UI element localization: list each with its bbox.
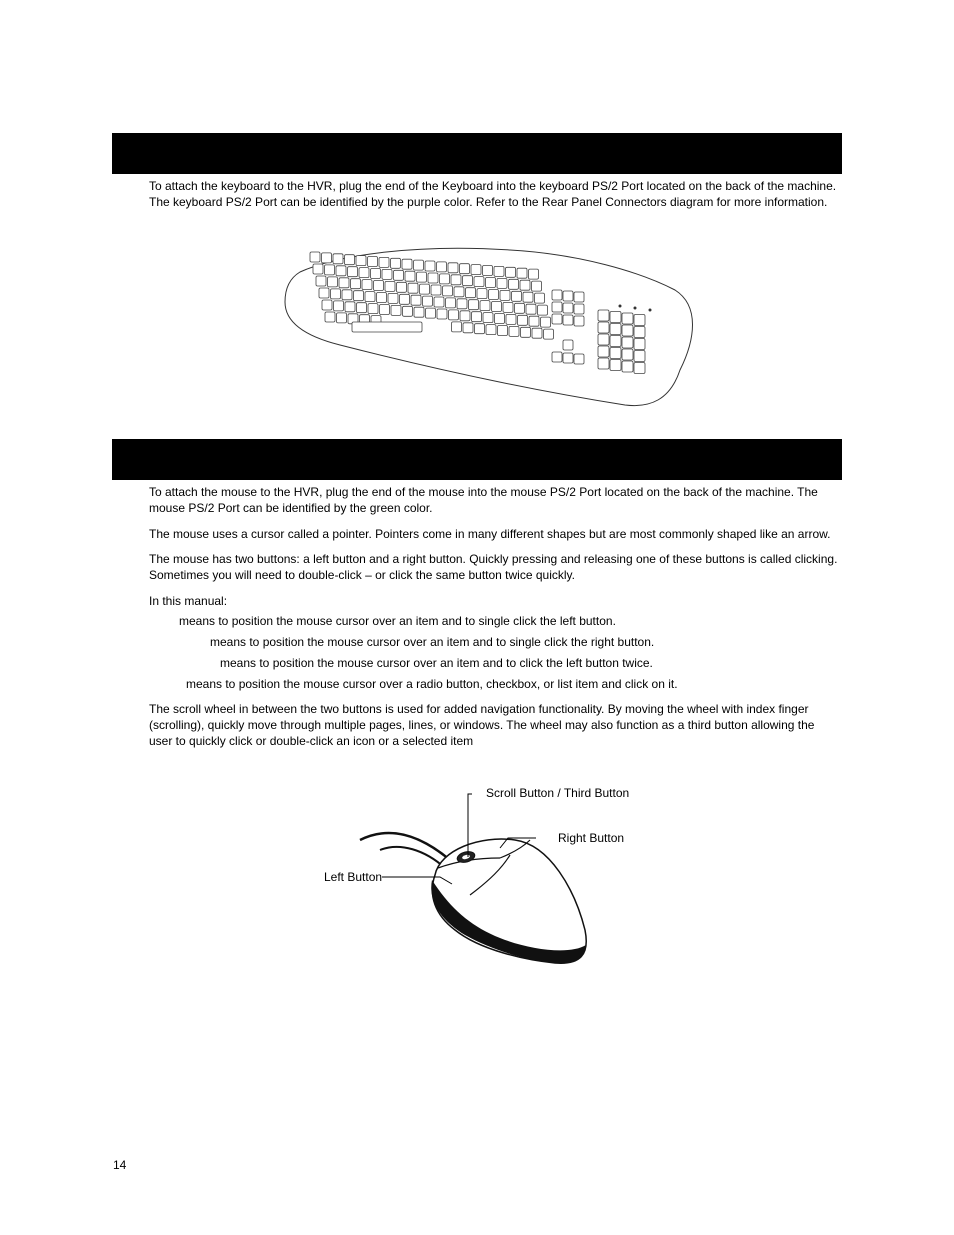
keyboard-illustration (280, 240, 700, 412)
left-button-label: Left Button (324, 870, 383, 884)
mouse-paragraph-4: The scroll wheel in between the two buttons is used for added navigation functionality. By moving the wheel with index finger (scrolling), quickly move through multiple pages, lines, or windows. The wheel may also function as a third button allowing the user to quickly click or double-click an icon or a selected item (149, 702, 815, 748)
mouse-paragraph-1: To attach the mouse to the HVR, plug the end of the mouse into the mouse PS/2 Port located on the back of the machine. The mouse PS/2 Port can be identified by the green color. (149, 485, 818, 515)
mouse-paragraph-3: The mouse has two buttons: a left button and a right button. Quickly pressing and releasing one of these buttons is called clicking. Sometimes you will need to double-click – or click the same button twice quickly. (149, 552, 838, 582)
definition-4: means to position the mouse cursor over a radio button, checkbox, or list item and click on it. (186, 677, 678, 691)
mouse-section-header-bar (112, 439, 842, 480)
scroll-button-label: Scroll Button / Third Button (486, 786, 630, 800)
definition-1: means to position the mouse cursor over an item and to single click the left button. (179, 614, 616, 628)
right-button-label: Right Button (558, 831, 625, 845)
keyboard-section-header-bar (112, 133, 842, 174)
mouse-paragraph-2: The mouse uses a cursor called a pointer. Pointers come in many different shapes but are most commonly shaped like an arrow. (149, 527, 831, 541)
mouse-illustration (340, 780, 630, 980)
page-number: 14 (113, 1158, 127, 1172)
definition-3: means to position the mouse cursor over an item and to click the left button twice. (220, 656, 653, 670)
in-this-manual-label: In this manual: (149, 594, 228, 608)
keyboard-paragraph: To attach the keyboard to the HVR, plug the end of the Keyboard into the keyboard PS/2 Port located on the back of the machine. The keyboard PS/2 Port can be identified by the purple color. Refer to the Rear Panel Connectors diagram for more information. (149, 179, 837, 209)
definition-2: means to position the mouse cursor over an item and to single click the right button. (210, 635, 655, 649)
